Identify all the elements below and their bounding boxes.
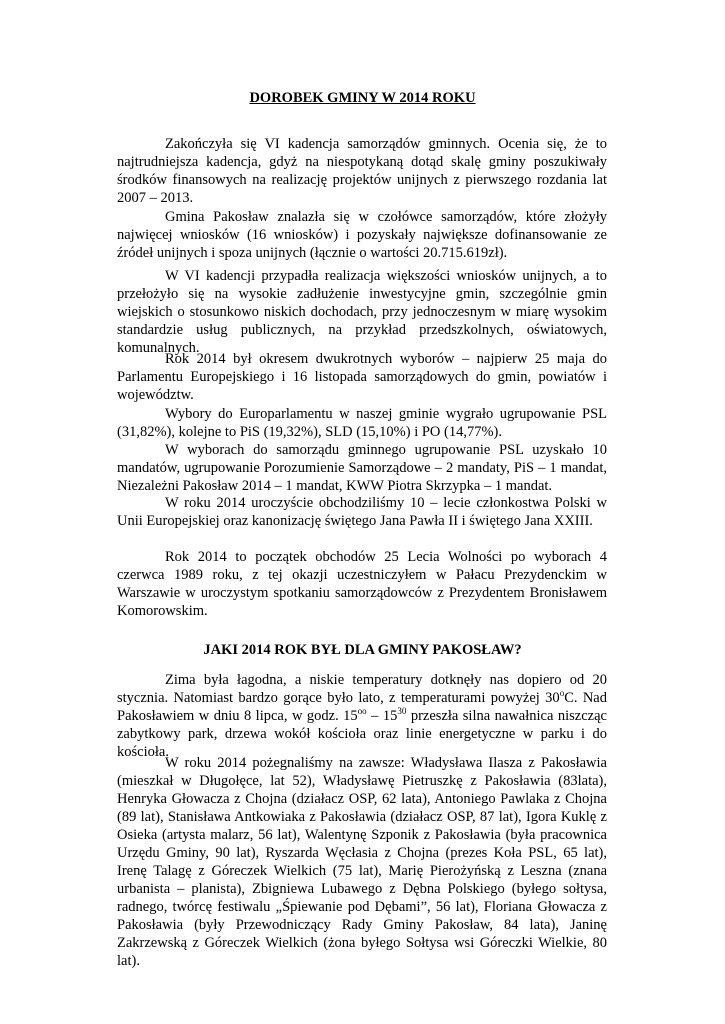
paragraph-pogoda: Zima była łagodna, a niskie temperatury dotknęły nas dopiero od 20 stycznia. Natomiast bardzo gorące było lato, z temperaturami powyżej 30$^o$C. Nad Pakosławiem w dniu 8 lipca, w godz. $15^{oo} - 15^{30}$ przeszła silna nawałnica niszcząc zabytkowy park, drzewa wokół kościoła oraz linie energetyczne w parku i do kościoła. <box>117 672 607 760</box>
document-title: DOROBEK GMINY W 2014 ROKU <box>249 90 476 106</box>
paragraph-kadencja: Zakończyła się VI kadencja samorządów gminnych. Ocenia się, że to najtrudniejsza kadencja, gdyż na niespotykaną dotąd skalę gminy poszukiwały środków finansowych na realizację projektów unijnych z pierwszego rozdania lat 2007 – 2013. <box>117 136 607 206</box>
paragraph-pozegnania: W roku 2014 pożegnaliśmy na zawsze: Władysława Ilasza z Pakosławia (mieszkał w Długołęce, lat 52), Władysławę Pietruszkę z Pakosławia (83lata), Henryka Głowacza z Chojna (działacz OSP, 62 lata), Antoniego Pawlaka z Chojna (89 lat), Stanisława Antkowiaka z Pakosławia (działacz OSP, 87 lat), Igora Kuklę z Osieka (artysta malarz, 56 lat), Walentynę Szponik z Pakosławia (była pracownica Urzędu Gminy, 90 lat), Ryszarda Węcłasia z Chojna (prezes Koła PSL, 65 lat), Irenę Talagę z Góreczek Wielkich (75 lat), Marię Pierożyńską z Leszna (znana urbanista – planista), Zbigniewa Lubawego z Dębna Polskiego (byłego sołtysa, radnego, twórcę festiwalu „Śpiewanie pod Dębami”, 56 lat), Floriana Głowacza z Pakosławia (były Przewodniczący Rady Gminy Pakosław, 84 lata), Janinę Zakrzewską z Góreczek Wielkich (żona byłego Sołtysa wsi Góreczki Wielkie, 80 lat). <box>117 755 607 969</box>
paragraph-unia: W roku 2014 uroczyście obchodziliśmy 10 – lecie członkostwa Polski w Unii Europejskiej oraz kanonizację świętego Jana Pawła II i świętego Jana XXIII. <box>117 495 607 529</box>
paragraph-wnioski: Gmina Pakosław znalazła się w czołówce samorządów, które złożyły najwięcej wniosków (16 wniosków) i pozyskały największe dofinansowanie ze źródeł unijnych i spoza unijnych (łącznie o wartości 20.715.619zł). <box>117 209 607 261</box>
paragraph-samorzad: W wyborach do samorządu gminnego ugrupowanie PSL uzyskało 10 mandatów, ugrupowanie Porozumienie Samorządowe – 2 mandaty, PiS – 1 mandat, Niezależni Pakosław 2014 – 1 mandat, KWW Piotra Skrzypka – 1 mandat. <box>117 442 607 494</box>
paragraph-wybory: Rok 2014 był okresem dwukrotnych wyborów – najpierw 25 maja do Parlamentu Europejskiego i 16 listopada samorządowych do gmin, powiatów i województw. <box>117 351 607 403</box>
paragraph-europarlament: Wybory do Europarlamentu w naszej gminie wygrało ugrupowanie PSL (31,82%), kolejne to PiS (19,32%), SLD (15,10%) i PO (14,77%). <box>117 406 607 440</box>
paragraph-zadluzenie: W VI kadencji przypadła realizacja większości wniosków unijnych, a to przełożyło się na wysokie zadłużenie inwestycyjne gmin, szczególnie gmin wiejskich o stosunkowo niskich dochodach, przy jednoczesnym w miarę wysokim standardzie usług publicznych, na przykład przedszkolnych, oświatowych, komunalnych. <box>117 268 607 356</box>
paragraph-wolnosc: Rok 2014 to początek obchodów 25 Lecia Wolności po wyborach 4 czerwca 1989 roku, z tej okazji uczestniczyłem w Pałacu Prezydenckim w Warszawie w uroczystym spotkaniu samorządowców z Prezydentem Bronisławem Komorowskim. <box>117 549 607 619</box>
section-heading: JAKI 2014 ROK BYŁ DLA GMINY PAKOSŁAW? <box>203 642 522 658</box>
